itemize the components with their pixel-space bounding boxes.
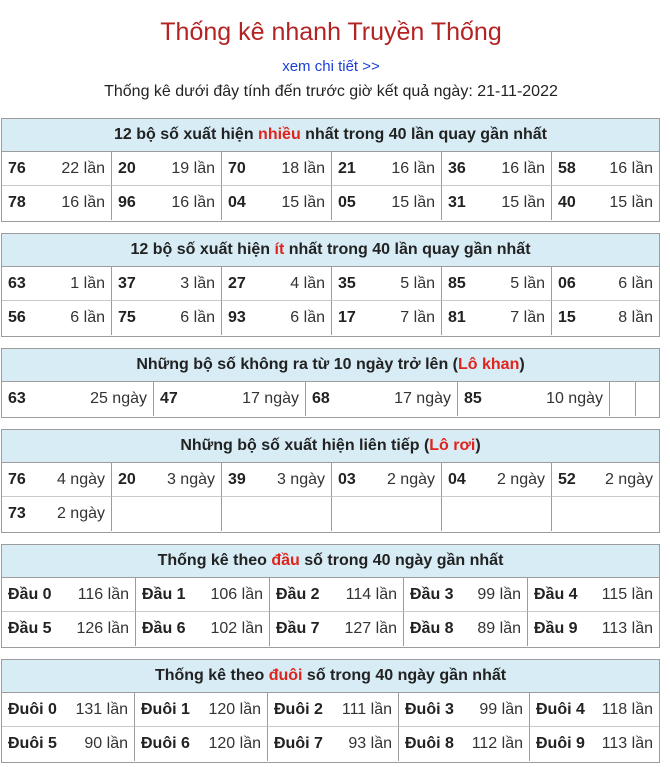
count-value: 6 lần <box>290 309 325 326</box>
least-cell <box>2 301 112 335</box>
least-cell <box>442 267 552 301</box>
roi-cell <box>222 463 332 497</box>
dau-cell <box>136 612 270 646</box>
count-value: 99 lần <box>479 700 523 718</box>
count-value: 120 lần <box>208 700 261 718</box>
stat-label: Đầu 6 <box>142 620 186 637</box>
duoi-cell <box>530 727 659 761</box>
lottery-number: 17 <box>338 309 356 326</box>
count-value: 2 ngày <box>56 505 105 522</box>
count-value: 4 ngày <box>56 470 105 488</box>
count-value: 99 lần <box>477 585 521 603</box>
count-value: 15 lần <box>609 194 653 211</box>
count-value: 90 lần <box>84 735 128 752</box>
duoi-section <box>1 659 660 763</box>
least-frequent-grid <box>2 267 659 335</box>
count-value: 112 lần <box>471 735 523 752</box>
lottery-number: 35 <box>338 274 356 292</box>
dau-cell <box>136 578 270 612</box>
count-value: 5 lần <box>510 274 545 292</box>
least-cell <box>552 301 659 335</box>
count-value: 120 lần <box>208 735 261 752</box>
count-value: 7 lần <box>400 309 435 326</box>
lottery-number: 05 <box>338 194 356 211</box>
lottery-number: 04 <box>228 194 246 211</box>
lottery-number: 15 <box>558 309 576 326</box>
stat-label: Đầu 0 <box>8 585 52 603</box>
section-heading: Thống kê theo đuôi số trong 40 ngày gần nhất <box>2 660 659 693</box>
stat-label: Đầu 9 <box>534 620 578 637</box>
count-value: 16 lần <box>61 194 105 211</box>
count-value: 6 lần <box>180 309 215 326</box>
lottery-number: 63 <box>8 274 26 292</box>
lottery-number: 37 <box>118 274 136 292</box>
count-value: 2 ngày <box>604 470 653 488</box>
dau-cell <box>2 578 136 612</box>
dau-cell <box>270 578 404 612</box>
roi-cell <box>442 463 552 497</box>
least-cell <box>2 267 112 301</box>
count-value: 19 lần <box>171 159 215 177</box>
least-cell <box>222 301 332 335</box>
count-value: 16 lần <box>391 159 435 177</box>
count-value: 3 ngày <box>166 470 215 488</box>
section-heading: Những bộ số không ra từ 10 ngày trở lên (Lô khan) <box>2 349 659 382</box>
stat-label: Đuôi 8 <box>405 735 454 752</box>
lottery-number: 47 <box>160 390 178 407</box>
most-cell <box>112 152 222 186</box>
least-cell <box>442 301 552 335</box>
count-value: 126 lần <box>76 620 129 637</box>
dau-cell <box>404 612 528 646</box>
lottery-number: 21 <box>338 159 356 177</box>
lottery-number: 27 <box>228 274 246 292</box>
lottery-number: 63 <box>8 390 26 407</box>
count-value: 106 lần <box>210 585 263 603</box>
roi-cell <box>552 497 659 531</box>
most-cell <box>222 186 332 220</box>
khan-cell <box>458 382 610 416</box>
most-cell <box>2 152 112 186</box>
count-value: 16 lần <box>501 159 545 177</box>
count-value: 2 ngày <box>496 470 545 488</box>
section-heading: 12 bộ số xuất hiện ít nhất trong 40 lần quay gần nhất <box>2 234 659 267</box>
stat-label: Đầu 2 <box>276 585 320 603</box>
lottery-number: 78 <box>8 194 26 211</box>
count-value: 7 lần <box>510 309 545 326</box>
most-cell <box>552 152 659 186</box>
lottery-number: 93 <box>228 309 246 326</box>
count-value: 89 lần <box>477 620 521 637</box>
page-title: Thống kê nhanh Truyền Thống <box>160 18 502 46</box>
lo-khan-grid <box>2 382 659 416</box>
stat-label: Đầu 5 <box>8 620 52 637</box>
most-cell <box>222 152 332 186</box>
lottery-number: 31 <box>448 194 466 211</box>
count-value: 116 lần <box>77 585 129 603</box>
roi-cell <box>332 463 442 497</box>
most-frequent-grid <box>2 152 659 220</box>
lo-khan-section <box>1 348 660 418</box>
khan-cell <box>610 382 636 416</box>
stat-label: Đuôi 5 <box>8 735 57 752</box>
lottery-number: 40 <box>558 194 576 211</box>
least-cell <box>222 267 332 301</box>
lottery-number: 06 <box>558 274 576 292</box>
count-value: 93 lần <box>348 735 392 752</box>
lottery-number: 56 <box>8 309 26 326</box>
stat-label: Đầu 8 <box>410 620 454 637</box>
most-cell <box>552 186 659 220</box>
count-value: 17 ngày <box>242 390 299 407</box>
lottery-number: 96 <box>118 194 136 211</box>
least-cell <box>112 267 222 301</box>
count-value: 10 ngày <box>546 390 603 407</box>
duoi-cell <box>268 693 399 727</box>
section-heading: 12 bộ số xuất hiện nhiều nhất trong 40 lần quay gần nhất <box>2 119 659 152</box>
dau-cell <box>2 612 136 646</box>
dau-cell <box>270 612 404 646</box>
most-cell <box>442 186 552 220</box>
stat-label: Đầu 3 <box>410 585 454 603</box>
most-cell <box>332 186 442 220</box>
lottery-number: 03 <box>338 470 356 488</box>
roi-cell <box>2 463 112 497</box>
khan-cell <box>2 382 154 416</box>
khan-cell <box>306 382 458 416</box>
stat-label: Đầu 1 <box>142 585 186 603</box>
least-cell <box>112 301 222 335</box>
count-value: 15 lần <box>391 194 435 211</box>
count-value: 6 lần <box>618 274 653 292</box>
count-value: 131 lần <box>75 700 128 718</box>
duoi-cell <box>2 693 135 727</box>
stat-label: Đuôi 2 <box>274 700 323 718</box>
duoi-cell <box>135 727 268 761</box>
count-value: 3 lần <box>180 274 215 292</box>
least-cell <box>332 301 442 335</box>
roi-cell <box>332 497 442 531</box>
stat-label: Đuôi 6 <box>141 735 190 752</box>
count-value: 114 lần <box>345 585 397 603</box>
count-value: 16 lần <box>609 159 653 177</box>
count-value: 5 lần <box>400 274 435 292</box>
count-value: 17 ngày <box>394 390 451 407</box>
roi-cell <box>112 497 222 531</box>
most-cell <box>112 186 222 220</box>
count-value: 4 lần <box>290 274 325 292</box>
count-value: 22 lần <box>61 159 105 177</box>
count-value: 15 lần <box>281 194 325 211</box>
roi-cell <box>112 463 222 497</box>
page-subtitle: Thống kê dưới đây tính đến trước giờ kết quả ngày: 21-11-2022 <box>104 83 558 100</box>
stat-label: Đuôi 1 <box>141 700 190 718</box>
most-cell <box>332 152 442 186</box>
count-value: 115 lần <box>601 585 653 603</box>
duoi-grid <box>2 693 659 761</box>
lottery-number: 76 <box>8 159 26 177</box>
count-value: 25 ngày <box>90 390 147 407</box>
duoi-cell <box>135 693 268 727</box>
lottery-number: 70 <box>228 159 246 177</box>
least-cell <box>552 267 659 301</box>
count-value: 1 lần <box>70 274 105 292</box>
stat-label: Đuôi 9 <box>536 735 585 752</box>
duoi-cell <box>399 727 530 761</box>
stat-label: Đuôi 3 <box>405 700 454 718</box>
lottery-number: 76 <box>8 470 26 488</box>
lottery-number: 85 <box>448 274 466 292</box>
most-frequent-section <box>1 118 660 222</box>
section-heading: Thống kê theo đầu số trong 40 ngày gần nhất <box>2 545 659 578</box>
count-value: 113 lần <box>601 735 653 752</box>
roi-cell <box>222 497 332 531</box>
stat-label: Đầu 7 <box>276 620 320 637</box>
lottery-number: 20 <box>118 470 136 488</box>
khan-cell <box>154 382 306 416</box>
count-value: 15 lần <box>501 194 545 211</box>
dau-cell <box>528 612 659 646</box>
count-value: 8 lần <box>618 309 653 326</box>
count-value: 18 lần <box>281 159 325 177</box>
duoi-cell <box>399 693 530 727</box>
lottery-number: 20 <box>118 159 136 177</box>
lottery-number: 85 <box>464 390 482 407</box>
lottery-number: 75 <box>118 309 136 326</box>
stat-label: Đuôi 0 <box>8 700 57 718</box>
lottery-number: 36 <box>448 159 466 177</box>
lo-roi-section <box>1 429 660 533</box>
roi-cell <box>442 497 552 531</box>
least-frequent-section <box>1 233 660 337</box>
count-value: 111 lần <box>341 700 392 718</box>
stat-label: Đầu 4 <box>534 585 578 603</box>
lottery-number: 52 <box>558 470 576 488</box>
dau-cell <box>528 578 659 612</box>
lottery-number: 68 <box>312 390 330 407</box>
roi-cell <box>2 497 112 531</box>
count-value: 127 lần <box>344 620 397 637</box>
count-value: 6 lần <box>70 309 105 326</box>
least-cell <box>332 267 442 301</box>
count-value: 3 ngày <box>276 470 325 488</box>
most-cell <box>2 186 112 220</box>
stat-label: Đuôi 4 <box>536 700 585 718</box>
section-heading: Những bộ số xuất hiện liên tiếp (Lô rơi) <box>2 430 659 463</box>
lo-roi-grid <box>2 463 659 531</box>
dau-cell <box>404 578 528 612</box>
count-value: 102 lần <box>210 620 263 637</box>
stat-label: Đuôi 7 <box>274 735 323 752</box>
count-value: 2 ngày <box>386 470 435 488</box>
dau-grid <box>2 578 659 646</box>
roi-cell <box>552 463 659 497</box>
count-value: 118 lần <box>601 700 653 718</box>
duoi-cell <box>530 693 659 727</box>
khan-cell <box>636 382 661 416</box>
count-value: 16 lần <box>171 194 215 211</box>
lottery-number: 04 <box>448 470 466 488</box>
most-cell <box>442 152 552 186</box>
lottery-number: 81 <box>448 309 466 326</box>
lottery-number: 73 <box>8 505 26 522</box>
dau-section <box>1 544 660 648</box>
count-value: 113 lần <box>601 620 653 637</box>
lottery-number: 39 <box>228 470 246 488</box>
detail-link[interactable]: xem chi tiết >> <box>282 58 380 75</box>
lottery-number: 58 <box>558 159 576 177</box>
duoi-cell <box>268 727 399 761</box>
duoi-cell <box>2 727 135 761</box>
